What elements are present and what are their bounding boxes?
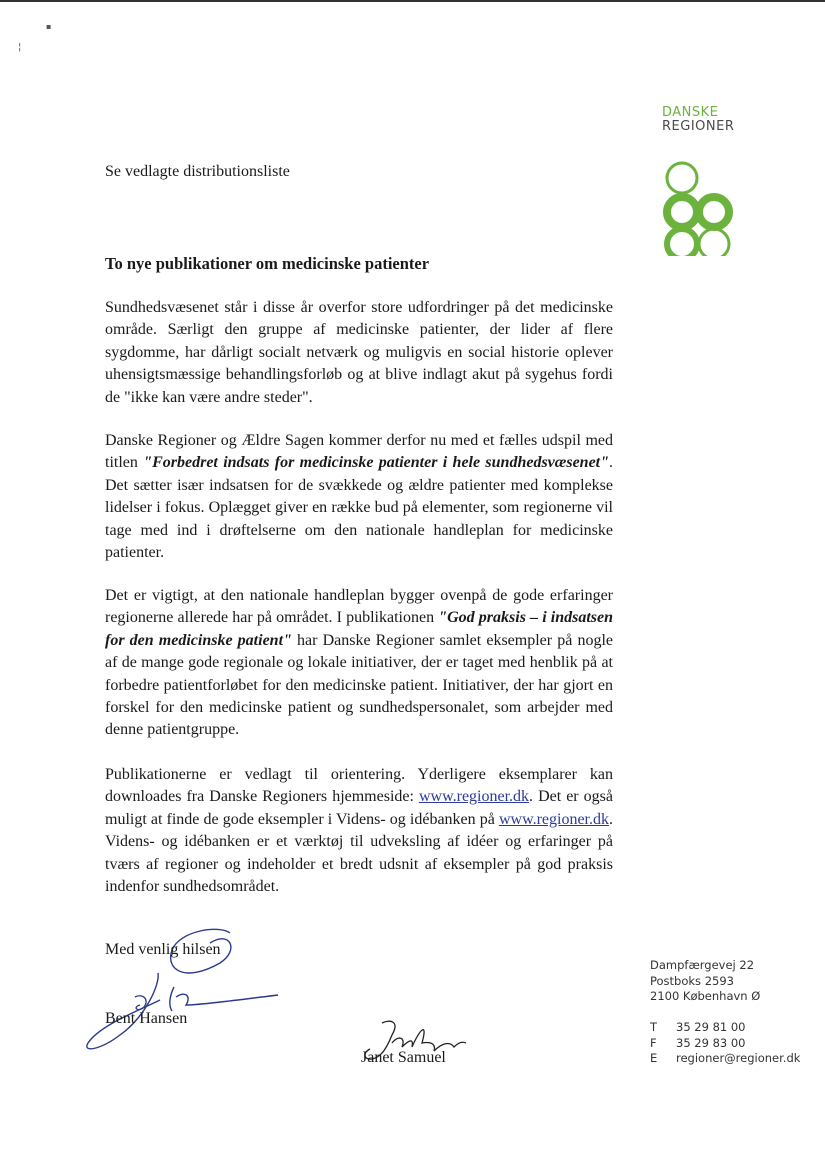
top-border-line [0,0,825,2]
signer-name-2: Janet Samuel [361,1049,446,1066]
logo-circles-icon [662,138,742,256]
contact-email[interactable] [650,1051,800,1067]
logo-line-1: DANSKE [662,105,719,120]
contact-key: E [650,1051,658,1065]
address-street: Dampfærgevej 22 [650,958,755,972]
contact-block [650,1020,800,1067]
contact-phone [650,1020,800,1036]
address-block [650,958,760,1005]
paragraph-3-text-b: har Danske Regioner samlet eksempler på nogle af de mange gode regionale og lokale initiativer, der er taget med henblik på at forbedre patientforløbet for den medicinske patient. Initiativer, der har gjort en forskel for den medicinske patient og sundhedspersonalet, som arbejder med denne patientgruppe. [105,631,613,739]
paragraph-4-text-c: . Videns- og idébanken er et værktøj til udveksling af idéer og erfaringer på tværs af regioner og indeholder et bredt udsnit af eksempler på god praksis indenfor sundhedsområdet. [105,810,613,896]
scan-speck: ¦ [18,42,22,53]
paragraph-4-text-b: . Det er også muligt at finde de gode eksempler i Videns- og idébanken på [105,788,613,828]
publication-title-1: "Forbedret indsats for medicinske patienter i hele sundhedsvæsenet" [143,454,609,472]
scan-speck: ▪ [46,22,52,31]
closing-greeting: Med venlig hilsen [105,941,221,958]
contact-value: 35 29 83 00 [676,1035,746,1050]
logo-line-2: REGIONER [662,119,735,134]
paragraph-2-text-a: Danske Regioner og Ældre Sagen kommer derfor nu med et fælles udspil med titlen [105,432,613,472]
website-link-2[interactable]: www.regioner.dk [498,810,609,828]
paragraph-4-text-a: Publikationerne er vedlagt til orientering. Yderligere eksemplarer kan downloades fra Danske Regioners hjemmeside: [105,766,613,806]
paragraph-3-text-a: Det er vigtigt, at den nationale handleplan bygger ovenpå de gode erfaringer regionerne allerede har på området. I publikationen [105,587,613,627]
paragraph-2-text-b: . Det sætter især indsatsen for de svækkede og ældre patienter med komplekse lidelser i fokus. Oplægget giver en række bud på elementer, som regionerne vil tage med ind i drøftelserne om den nationale handleplan for medicinske patienter. [105,454,613,562]
paragraph-2 [105,430,613,564]
contact-value[interactable]: regioner@regioner.dk [676,1051,801,1065]
addressee-line: Se vedlagte distributionsliste [105,163,290,180]
letter-subject: To nye publikationer om medicinske patienter [105,254,430,273]
contact-key: F [650,1035,657,1050]
address-pobox: Postboks 2593 [650,973,734,988]
contact-value: 35 29 81 00 [676,1020,746,1034]
contact-fax [650,1036,800,1052]
address-city: 2100 København Ø [650,989,761,1003]
paragraph-1: Sundhedsvæsenet står i disse år overfor store udfordringer på det medicinske område. Særligt den gruppe af medicinske patienter, der lider af flere sygdomme, har dårligt socialt netværk og muligvis en social historie oplever uhensigtsmæssige behandlingsforløb og at blive indlagt akut på sygehus fordi de "ikke kan være andre steder". [105,299,613,406]
publication-title-2: "God praksis – i indsatsen for den medicinske patient" [105,609,614,649]
contact-key: T [650,1020,658,1034]
danske-regioner-logo [662,106,752,256]
website-link-1[interactable]: www.regioner.dk [418,788,530,806]
signer-name-1: Bent Hansen [105,1010,188,1027]
paragraph-4 [105,764,613,898]
paragraph-3 [105,585,613,742]
